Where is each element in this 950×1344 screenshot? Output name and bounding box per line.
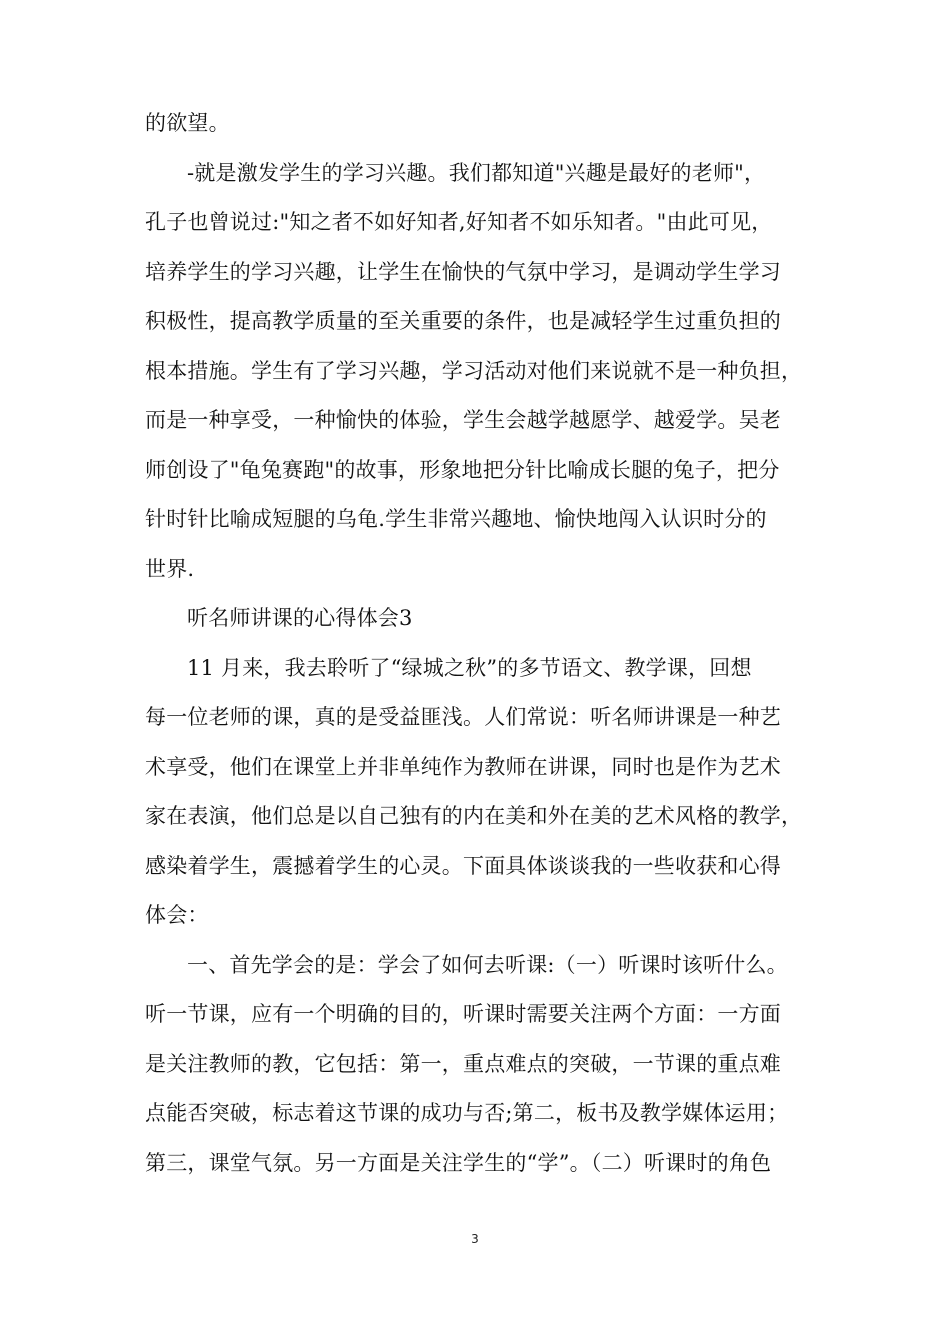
text-line: 针时针比喻成短腿的乌龟.学生非常兴趣地、愉快地闯入认识时分的 [145, 507, 767, 531]
text-line: 体会： [145, 903, 209, 927]
text-line: 培养学生的学习兴趣，让学生在愉快的气氛中学习，是调动学生学习 [145, 259, 781, 284]
text-line: 听名师讲课的心得体会3 [187, 606, 413, 630]
text-line: -就是激发学生的学习兴趣。我们都知道"兴趣是最好的老师"， [187, 160, 766, 185]
text-line: 世界. [145, 556, 195, 581]
text-line: 听一节课，应有一个明确的目的，听课时需要关注两个方面：一方面 [145, 1002, 781, 1026]
text-line: 而是一种享受，一种愉快的体验，学生会越学越愿学、越爱学。吴老 [145, 408, 781, 432]
text-line: 第三，课堂气氛。另一方面是关注学生的“学”。（二）听课时的角色 [145, 1150, 772, 1175]
text-line: 根本措施。学生有了学习兴趣，学习活动对他们来说就不是一种负担， [145, 358, 803, 383]
text-line: 一、首先学会的是：学会了如何去听课:（一）听课时该听什么。 [187, 952, 788, 977]
text-line: 点能否突破，标志着这节课的成功与否;第二，板书及教学媒体运用； [145, 1101, 789, 1125]
text-line: 师创设了"龟兔赛跑"的故事，形象地把分针比喻成长腿的兔子，把分 [145, 457, 780, 482]
text-line: 家在表演，他们总是以自己独有的内在美和外在美的艺术风格的教学， [145, 804, 803, 828]
text-line: 孔子也曾说过:"知之者不如好知者,好知者不如乐知者。"由此可见， [145, 210, 773, 234]
page-number: 3 [471, 1232, 479, 1246]
text-line: 的欲望。 [145, 111, 230, 135]
text-line: 11 月来，我去聆听了“绿城之秋”的多节语文、教学课，回想 [187, 655, 752, 680]
body-text [145, 99, 825, 1188]
text-line: 感染着学生，震撼着学生的心灵。下面具体谈谈我的一些收获和心得 [145, 853, 781, 878]
text-line: 是关注教师的教，它包括：第一，重点难点的突破，一节课的重点难 [145, 1051, 781, 1076]
text-line: 术享受，他们在课堂上并非单纯作为教师在讲课，同时也是作为艺术 [145, 754, 781, 779]
text-line: 每一位老师的课，真的是受益匪浅。人们常说：听名师讲课是一种艺 [145, 705, 781, 729]
text-line: 积极性，提高教学质量的至关重要的条件，也是减轻学生过重负担的 [145, 309, 781, 333]
